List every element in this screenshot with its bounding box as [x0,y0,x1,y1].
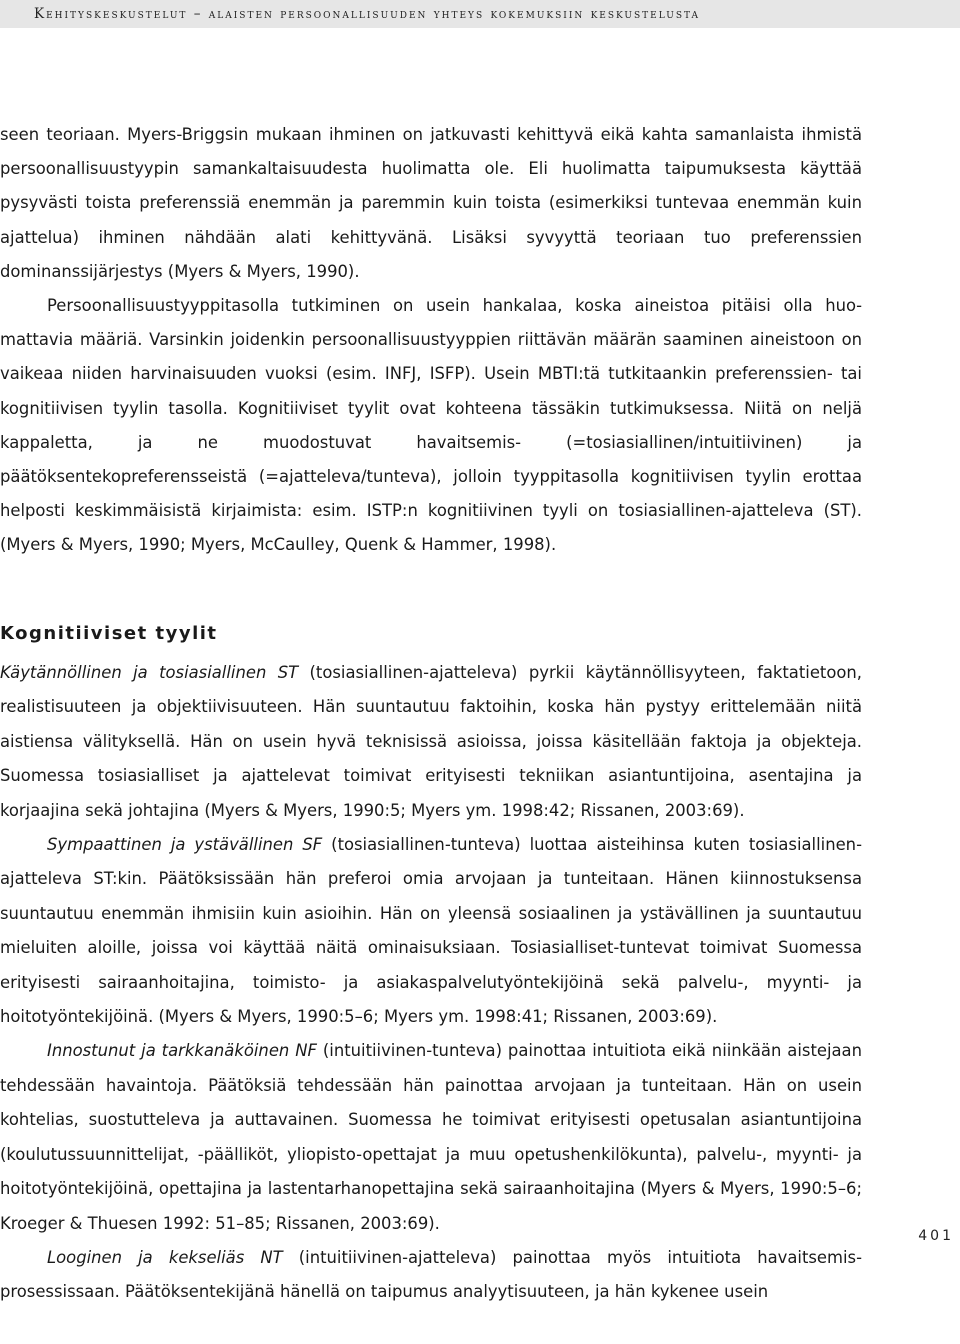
section-kognitiiviset-tyylit [0,590,862,1310]
page-number: 401 [918,1228,954,1244]
term-sf: Sympaattinen ja ystävällinen SF [47,835,323,855]
term-nf: Innostunut ja tarkkanäköinen NF [47,1041,317,1061]
term-st: Käytännöllinen ja tosiasiallinen ST [0,663,299,682]
paragraph-nf [0,1034,862,1240]
paragraph: Persoonallisuustyyppitasolla tutkiminen on usein hankalaa, koska aineistoa pitäisi olla huomattavia määriä. Varsinkin joidenkin persoonallisuustyyppien riittävän määrän saaminen aineistoon on vaikeaa niiden harvinaisuuden vuoksi (esim. INFJ, ISFP). Usein MBTI:tä tutkitaankin preferenssien- tai kognitiivisen tyylin tasolla. Kognitiiviset tyylit ovat kohteena tässäkin tutkimuksessa. Niitä on neljä kappaletta, ja ne muodostuvat havaitsemis- (=tosiasiallinen/intuitiivinen) ja päätöksentekopreferensseistä (=ajatteleva/tunteva), jolloin tyyppitasolla kognitiivisen tyylin erottaa helposti keskimmäisistä kirjaimista: esim. ISTP:n kognitiivinen tyyli on tosiasiallinen-ajatteleva (ST). (Myers & Myers, 1990; Myers, McCaulley, Quenk & Hammer, 1998). [0,296,862,555]
body-text [0,118,862,563]
running-head: Kehityskeskustelut – alaisten persoonallisuuden yhteys kokemuksiin keskustelusta [0,0,960,28]
text-sf: (tosiasiallinen-tunteva) luottaa aisteihinsa kuten tosiasiallinen-ajatteleva ST:kin. Päätöksissään hän preferoi omia arvojaan ja tunteitaan. Hänen kiinnostuksensa suuntautuu enemmän ihmisiin kuin asioihin. Hän on yleensä sosiaalinen ja ystävällinen ja suuntautuu mieluiten aloille, joissa voi käyttää näitä ominaisuksiaan. Tosiasialliset-tuntevat toimivat Suomessa erityisesti sairaanhoitajina, toimisto- ja asiakaspalvelutyöntekijöinä sekä palvelu-, myynti- ja hoitotyöntekijöinä. (Myers & Myers, 1990:5–6; Myers ym. 1998:41; Rissanen, 2003:69). [0,835,862,1027]
paragraph-sf [0,828,862,1034]
text-nf: (intuitiivinen-tunteva) painottaa intuitiota eikä niinkään aistejaan tehdessään havaintoja. Päätöksiä tehdessään hän painottaa arvojaan ja tunteitaan. Hän on usein kohtelias, suostutteleva ja auttavainen. Suomessa he toimivat erityisesti opetusalan asiantuntijoina (koulutussuunnittelijat, -päälliköt, yliopisto-opettajat ja muu opetushenkilökunta), palvelu-, myynti- ja hoitotyöntekijöinä, opettajina ja lastentarhanopettajina sekä sairaanhoitajina (Myers & Myers, 1990:5–6; Kroeger & Thuesen 1992: 51–85; Rissanen, 2003:69). [0,1041,862,1233]
paragraph-nt [0,1241,862,1310]
text-st: (tosiasiallinen-ajatteleva) pyrkii käytännöllisyyteen, faktatietoon, realistisuuteen ja objektiivisuuteen. Hän suuntautuu faktoihin, koska hän pystyy erittelemään niitä aistiensa välityksellä. Hän on usein hyvä teknisissä asioissa, joissa käsitellään faktoja ja objekteja. Suomessa tosiasialliset ja ajattelevat toimivat erityisesti tekniikan asiantuntijoina, asentajina ja korjaajina sekä johtajina (Myers & Myers, 1990:5; Myers ym. 1998:42; Rissanen, 2003:69). [0,663,862,820]
paragraph: seen teoriaan. Myers-Briggsin mukaan ihminen on jatkuvasti kehittyvä eikä kahta samanlaista ihmistä persoonallisuustyypin samankaltaisuudesta huolimatta ole. Eli huolimatta taipumuksesta käyttää pysyvästi toista preferenssiä enemmän ja paremmin kuin toista (esimerkiksi tuntevaa enemmän kuin ajattelua) ihminen nähdään alati kehittyvänä. Lisäksi syvyyttä teoriaan tuo preferenssien dominanssijärjestys (Myers & Myers, 1990). [0,125,862,281]
term-nt: Looginen ja kekseliäs NT [47,1247,283,1267]
section-heading: Kognitiiviset tyylit [0,623,218,644]
paragraph-st [0,656,862,828]
text-nt: (intuitiivinen-ajatteleva) painottaa myös intuitiota havaitsemisprosessissaan. Päätöksentekijänä hänellä on taipumus analyytisuuteen, ja hän kykenee usein [0,1247,862,1302]
